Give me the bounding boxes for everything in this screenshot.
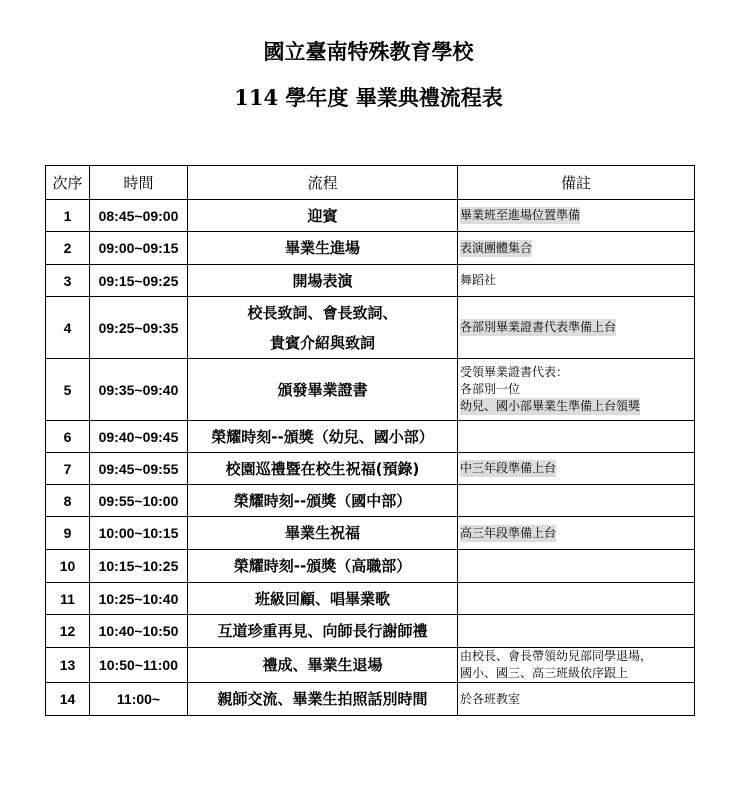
row-note bbox=[458, 232, 695, 265]
flow-line: 開場表演 bbox=[292, 271, 353, 290]
column-header-time: 時間 bbox=[90, 166, 188, 200]
flow-line: 親師交流、畢業生拍照話別時間 bbox=[217, 690, 428, 708]
row-note bbox=[458, 453, 695, 485]
row-note bbox=[458, 648, 695, 683]
row-time: 09:15~09:25 bbox=[90, 265, 188, 297]
table-row bbox=[46, 550, 695, 583]
note-line: 表演團體集合 bbox=[460, 240, 533, 255]
table-header-row bbox=[46, 166, 695, 200]
flow-line: 榮耀時刻--頒獎（幼兒、國小部） bbox=[211, 427, 434, 446]
row-time: 09:55~10:00 bbox=[90, 485, 188, 517]
table-row bbox=[46, 583, 695, 615]
row-flow bbox=[188, 232, 458, 265]
row-note bbox=[458, 583, 695, 615]
row-note bbox=[458, 615, 695, 648]
document-title: 114 學年度 畢業典禮流程表 bbox=[234, 85, 503, 110]
row-flow bbox=[188, 297, 458, 359]
flow-line: 貴賓介紹與致詞 bbox=[269, 333, 375, 352]
row-flow bbox=[188, 453, 458, 485]
flow-line: 迎賓 bbox=[307, 206, 338, 225]
row-flow bbox=[188, 648, 458, 683]
row-flow bbox=[188, 265, 458, 297]
row-note bbox=[458, 200, 695, 232]
flow-line: 榮耀時刻--頒獎（高職部） bbox=[233, 557, 412, 575]
table-row bbox=[46, 615, 695, 648]
table-row bbox=[46, 421, 695, 453]
row-order: 3 bbox=[46, 265, 90, 297]
row-order: 4 bbox=[46, 297, 90, 359]
note-line: 受領畢業證書代表： bbox=[460, 365, 569, 379]
row-note bbox=[458, 485, 695, 517]
row-flow bbox=[188, 359, 458, 421]
flow-line: 禮成、畢業生退場 bbox=[262, 656, 383, 674]
note-line: 幼兒、國小部畢業生準備上台領獎 bbox=[460, 399, 641, 413]
row-order: 7 bbox=[46, 453, 90, 485]
note-line: 各部別畢業證書代表準備上台 bbox=[460, 320, 617, 334]
table-row bbox=[46, 485, 695, 517]
row-time: 09:45~09:55 bbox=[90, 453, 188, 485]
row-time: 09:40~09:45 bbox=[90, 421, 188, 453]
row-order: 12 bbox=[46, 615, 90, 648]
row-time: 10:50~11:00 bbox=[90, 648, 188, 683]
flow-line: 榮耀時刻--頒獎（國中部） bbox=[233, 491, 412, 510]
row-time: 08:45~09:00 bbox=[90, 200, 188, 232]
table-row bbox=[46, 683, 695, 716]
school-name: 國立臺南特殊教育學校 bbox=[263, 39, 474, 64]
row-flow bbox=[188, 485, 458, 517]
row-order: 6 bbox=[46, 421, 90, 453]
row-time: 09:25~09:35 bbox=[90, 297, 188, 359]
row-order: 10 bbox=[46, 550, 90, 583]
row-time: 10:00~10:15 bbox=[90, 517, 188, 550]
row-time: 11:00~ bbox=[90, 683, 188, 716]
row-note bbox=[458, 359, 695, 421]
row-note bbox=[458, 517, 695, 550]
table-row bbox=[46, 648, 695, 683]
row-time: 10:25~10:40 bbox=[90, 583, 188, 615]
row-flow bbox=[188, 517, 458, 550]
row-order: 8 bbox=[46, 485, 90, 517]
note-line: 國小、國三、高三班級依序跟上 bbox=[460, 666, 629, 680]
row-note bbox=[458, 550, 695, 583]
note-line: 於各班教室 bbox=[460, 691, 521, 706]
table-row bbox=[46, 517, 695, 550]
flow-line: 校長致詞、會長致詞、 bbox=[247, 303, 398, 322]
row-time: 10:40~10:50 bbox=[90, 615, 188, 648]
row-time: 09:00~09:15 bbox=[90, 232, 188, 265]
note-line: 中三年段準備上台 bbox=[460, 461, 557, 475]
flow-line: 頒發畢業證書 bbox=[277, 380, 368, 399]
table-row bbox=[46, 200, 695, 232]
column-header-order: 次序 bbox=[46, 166, 90, 200]
flow-line: 校園巡禮暨在校生祝福(預錄) bbox=[225, 459, 420, 478]
row-note bbox=[458, 297, 695, 359]
row-flow bbox=[188, 683, 458, 716]
row-order: 1 bbox=[46, 200, 90, 232]
row-flow bbox=[188, 583, 458, 615]
flow-line: 畢業生進場 bbox=[284, 239, 360, 257]
row-order: 11 bbox=[46, 583, 90, 615]
row-time: 09:35~09:40 bbox=[90, 359, 188, 421]
note-line: 由校長、會長帶領幼兒部同學退場， bbox=[460, 649, 653, 663]
table-row bbox=[46, 265, 695, 297]
column-header-flow: 流程 bbox=[188, 166, 458, 200]
table-row bbox=[46, 359, 695, 421]
flow-line: 互道珍重再見、向師長行謝師禮 bbox=[217, 622, 428, 640]
row-flow bbox=[188, 615, 458, 648]
row-flow bbox=[188, 550, 458, 583]
schedule-table bbox=[45, 165, 695, 716]
row-flow bbox=[188, 421, 458, 453]
note-line: 高三年段準備上台 bbox=[460, 525, 557, 540]
row-order: 9 bbox=[46, 517, 90, 550]
note-line: 畢業班至進場位置準備 bbox=[460, 208, 581, 222]
column-header-note: 備註 bbox=[458, 166, 695, 200]
row-note bbox=[458, 683, 695, 716]
row-time: 10:15~10:25 bbox=[90, 550, 188, 583]
table-row bbox=[46, 453, 695, 485]
row-note bbox=[458, 421, 695, 453]
row-order: 5 bbox=[46, 359, 90, 421]
row-note bbox=[458, 265, 695, 297]
row-order: 14 bbox=[46, 683, 90, 716]
flow-line: 畢業生祝福 bbox=[284, 524, 360, 542]
note-line: 各部別一位 bbox=[460, 382, 521, 396]
row-order: 2 bbox=[46, 232, 90, 265]
table-row bbox=[46, 297, 695, 359]
note-line: 舞蹈社 bbox=[460, 273, 497, 287]
flow-line: 班級回顧、唱畢業歌 bbox=[254, 589, 390, 608]
table-row bbox=[46, 232, 695, 265]
row-order: 13 bbox=[46, 648, 90, 683]
row-flow bbox=[188, 200, 458, 232]
